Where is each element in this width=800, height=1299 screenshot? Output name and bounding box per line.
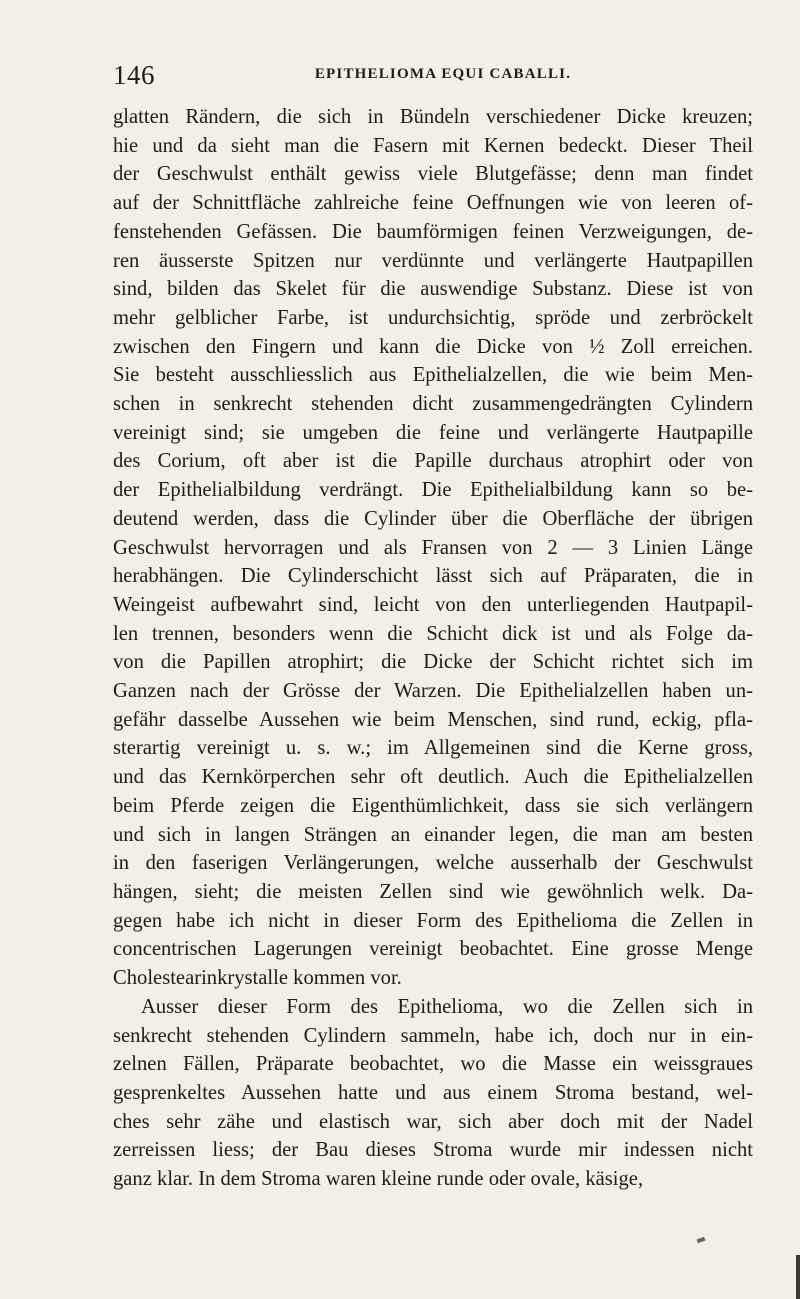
text-line: hie und da sieht man die Fasern mit Kernen bedeckt. Dieser Theil: [113, 134, 753, 157]
text-line: zwischen den Fingern und kann die Dicke von ½ Zoll erreichen.: [113, 335, 753, 358]
text-line: vereinigt sind; sie umgeben die feine und verlängerte Hautpapille: [113, 421, 753, 444]
print-speck: [697, 1237, 706, 1243]
text-line: len trennen, besonders wenn die Schicht dick ist und als Folge da-: [113, 622, 753, 645]
text-line: beim Pferde zeigen die Eigenthümlichkeit, dass sie sich verlängern: [113, 794, 753, 817]
text-line: Ganzen nach der Grösse der Warzen. Die Epithelialzellen haben un-: [113, 680, 753, 703]
body-text: [113, 103, 753, 1194]
text-line: schen in senkrecht stehenden dicht zusammengedrängten Cylindern: [113, 393, 753, 416]
text-line: concentrischen Lagerungen vereinigt beobachtet. Eine grosse Menge: [113, 938, 753, 961]
text-line: und das Kernkörperchen sehr oft deutlich. Auch die Epithelialzellen: [113, 766, 753, 789]
text-line: gefähr dasselbe Aussehen wie beim Menschen, sind rund, eckig, pfla-: [113, 708, 753, 731]
text-line: Geschwulst hervorragen und als Fransen von 2 — 3 Linien Länge: [113, 536, 753, 559]
text-line: der Geschwulst enthält gewiss viele Blutgefässe; denn man findet: [113, 163, 753, 186]
running-head: EPITHELIOMA EQUI CABALLI.: [314, 66, 572, 82]
text-line: in den faserigen Verlängerungen, welche ausserhalb der Geschwulst: [113, 852, 753, 875]
text-line: gegen habe ich nicht in dieser Form des Epithelioma die Zellen in: [113, 909, 753, 932]
text-line: ches sehr zähe und elastisch war, sich aber doch mit der Nadel: [113, 1110, 753, 1133]
text-line: von die Papillen atrophirt; die Dicke der Schicht richtet sich im: [113, 651, 753, 674]
text-line: Cholestearinkrystalle kommen vor.: [113, 967, 402, 990]
text-line: senkrecht stehenden Cylindern sammeln, habe ich, doch nur in ein-: [113, 1024, 753, 1047]
text-line: zelnen Fällen, Präparate beobachtet, wo die Masse ein weissgraues: [113, 1053, 753, 1076]
text-line: und sich in langen Strängen an einander legen, die man am besten: [113, 823, 753, 846]
text-line: gesprenkeltes Aussehen hatte und aus einem Stroma bestand, wel-: [113, 1081, 753, 1104]
text-line: Ausser dieser Form des Epithelioma, wo die Zellen sich in: [141, 995, 753, 1018]
text-line: zerreissen liess; der Bau dieses Stroma wurde mir indessen nicht: [113, 1139, 753, 1162]
text-line: ren äusserste Spitzen nur verdünnte und verlängerte Hautpapillen: [113, 249, 753, 272]
page-header: [113, 60, 753, 94]
text-line: Sie besteht ausschliesslich aus Epithelialzellen, die wie beim Men-: [113, 364, 753, 387]
text-line: auf der Schnittfläche zahlreiche feine Oeffnungen wie von leeren of-: [113, 192, 753, 215]
text-line: mehr gelblicher Farbe, ist undurchsichtig, spröde und zerbröckelt: [113, 306, 753, 329]
text-line: Weingeist aufbewahrt sind, leicht von den unterliegenden Hautpapil-: [113, 593, 753, 616]
text-line: deutend werden, dass die Cylinder über die Oberfläche der übrigen: [113, 507, 753, 530]
text-line: ganz klar. In dem Stroma waren kleine runde oder ovale, käsige,: [113, 1168, 644, 1191]
text-line: herabhängen. Die Cylinderschicht lässt sich auf Präparaten, die in: [113, 565, 753, 588]
text-line: fenstehenden Gefässen. Die baumförmigen feinen Verzweigungen, de-: [113, 220, 753, 243]
text-line: des Corium, oft aber ist die Papille durchaus atrophirt oder von: [113, 450, 753, 473]
text-line: glatten Rändern, die sich in Bündeln verschiedener Dicke kreuzen;: [113, 106, 753, 128]
text-line: sterartig vereinigt u. s. w.; im Allgemeinen sind die Kerne gross,: [113, 737, 753, 760]
text-line: der Epithelialbildung verdrängt. Die Epithelialbildung kann so be-: [113, 479, 753, 502]
text-line: hängen, sieht; die meisten Zellen sind wie gewöhnlich welk. Da-: [113, 880, 753, 903]
page-edge-mark: [796, 1255, 800, 1299]
page-number: 146: [113, 60, 155, 90]
text-line: sind, bilden das Skelet für die auswendige Substanz. Diese ist von: [113, 278, 753, 301]
